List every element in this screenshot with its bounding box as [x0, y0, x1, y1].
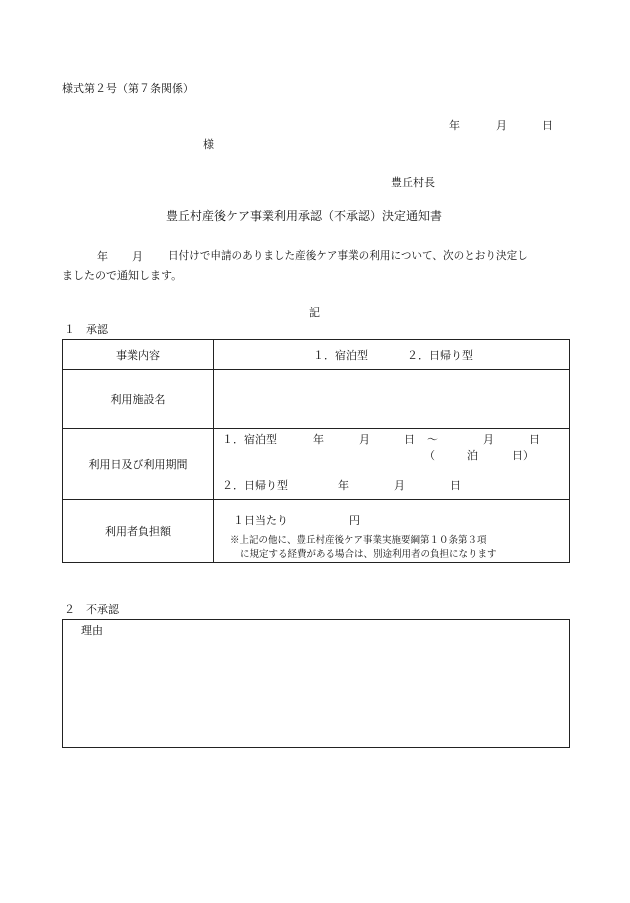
row-fee: [63, 500, 570, 563]
period-nights: 泊: [467, 449, 478, 462]
service-opt2: ２．日帰り型: [407, 349, 473, 362]
period-days-close: 日）: [512, 449, 534, 462]
period-year: 年: [313, 433, 324, 446]
form-number: 様式第２号（第７条関係）: [62, 82, 194, 95]
service-value: [214, 340, 570, 370]
date-day: 日: [542, 119, 553, 132]
period-tilde: ～: [427, 433, 438, 446]
period-value: [214, 429, 570, 500]
row-service: [63, 340, 570, 370]
row-facility: [63, 370, 570, 429]
fee-label: 利用者負担額: [63, 500, 214, 563]
section2-heading: ２ 不承認: [64, 603, 119, 616]
period-day2: 日: [529, 433, 540, 446]
service-opt1: １．宿泊型: [313, 349, 368, 362]
date-month: 月: [496, 119, 507, 132]
body-line2: ましたので通知します。: [62, 269, 183, 282]
document-title: 豊丘村産後ケア事業利用承認（不承認）決定通知書: [166, 209, 443, 223]
period-label: 利用日及び利用期間: [63, 429, 214, 500]
period-d-day: 日: [450, 479, 461, 492]
period-month2: 月: [483, 433, 494, 446]
period-day: 日: [404, 433, 415, 446]
date-year: 年: [449, 119, 460, 132]
fee-yen: 円: [349, 514, 360, 527]
period-paren-open: （: [424, 449, 435, 462]
reason-label: 理由: [81, 624, 103, 637]
approval-table: [62, 339, 570, 563]
body-line1: 日付けで申請のありました産後ケア事業の利用について、次のとおり決定し: [168, 250, 528, 262]
period-daytrip-label: ２．日帰り型: [222, 479, 288, 492]
facility-value: [214, 370, 570, 429]
period-stay-label: １．宿泊型: [222, 433, 277, 446]
period-d-month: 月: [394, 479, 405, 492]
row-period: [63, 429, 570, 500]
facility-label: 利用施設名: [63, 370, 214, 429]
section1-heading: １ 承認: [64, 323, 108, 336]
fee-per-day: １日当たり: [233, 514, 288, 527]
body-month: 月: [132, 250, 143, 263]
body-year: 年: [97, 250, 108, 263]
addressee-suffix: 様: [203, 138, 214, 151]
issuer: 豊丘村長: [391, 176, 435, 189]
period-month: 月: [359, 433, 370, 446]
service-label: 事業内容: [63, 340, 214, 370]
rejection-box: [62, 619, 570, 748]
fee-note1: ※上記の他に、豊丘村産後ケア事業実施要綱第１０条第３項: [230, 535, 487, 546]
fee-value: [214, 500, 570, 563]
fee-note2: に規定する経費がある場合は、別途利用者の負担になります: [240, 549, 497, 560]
ki-label: 記: [309, 306, 320, 319]
period-d-year: 年: [338, 479, 349, 492]
